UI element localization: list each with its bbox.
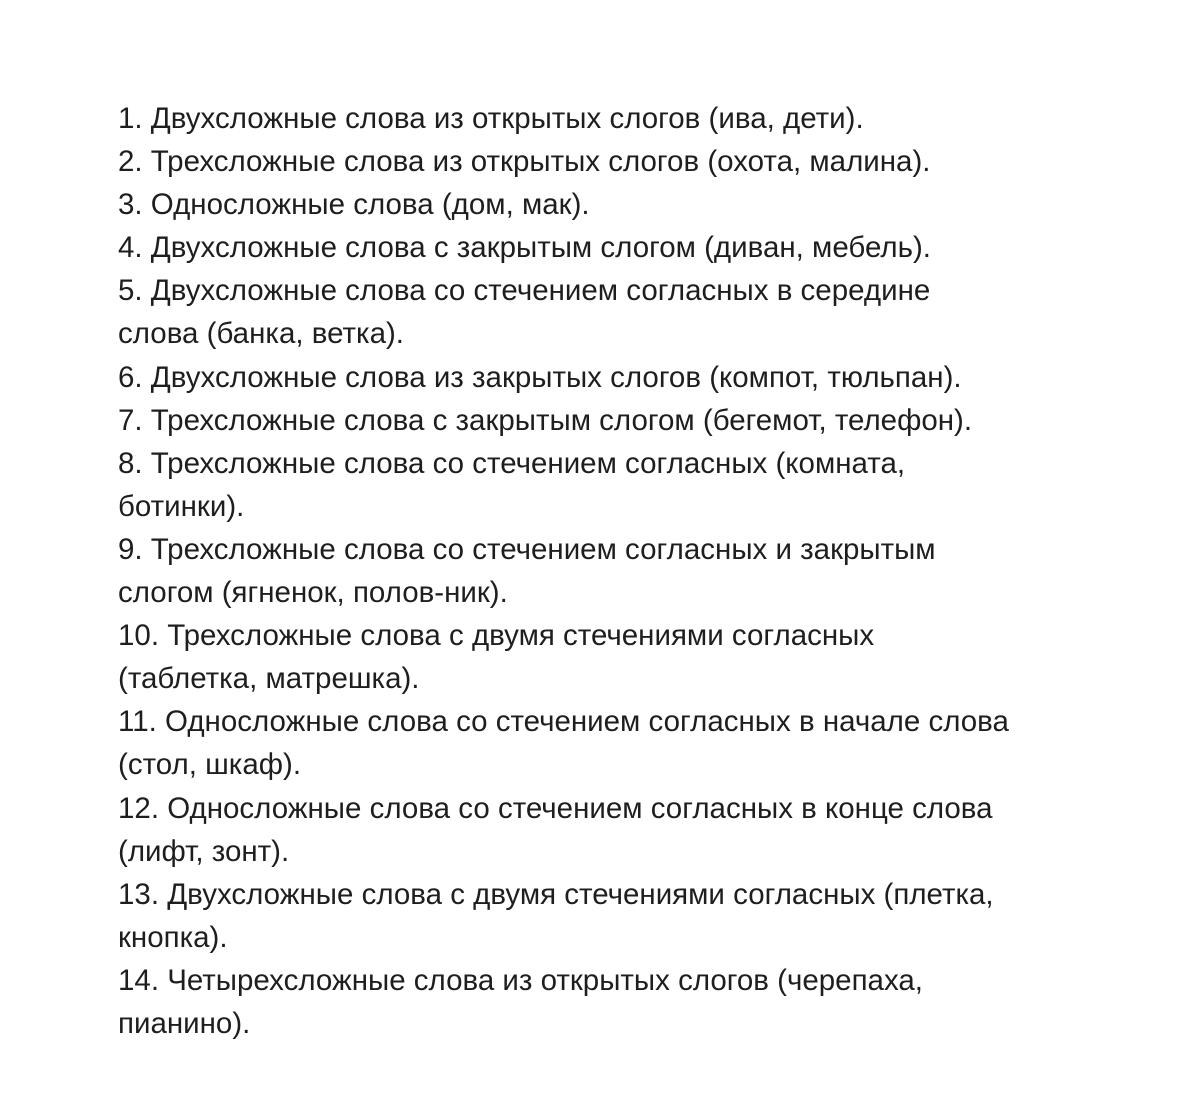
list-item <box>118 140 1118 183</box>
list-item <box>118 97 1118 140</box>
list-item-line: пианино). <box>118 1006 251 1040</box>
list-item-line: 2. Трехсложные слова из открытых слогов (охота, малина). <box>118 145 931 179</box>
list-item-line: 14. Четырехсложные слова из открытых слогов (черепаха, <box>118 963 923 997</box>
list-item-line: 6. Двухсложные слова из закрытых слогов (компот, тюльпан). <box>118 360 962 394</box>
list-item-line: слова (банка, ветка). <box>118 317 404 351</box>
list-item-line: (лифт, зонт). <box>118 834 290 868</box>
list-item-line: 9. Трехсложные слова со стечением согласных и закрытым <box>118 532 936 566</box>
numbered-list <box>118 97 1118 1045</box>
list-item-line: ботинки). <box>118 489 245 523</box>
list-item-line: (таблетка, матрешка). <box>118 662 420 696</box>
list-item-line: 4. Двухсложные слова с закрытым слогом (диван, мебель). <box>118 231 931 265</box>
list-item <box>118 183 1118 226</box>
list-item-line: 12. Односложные слова со стечением согласных в конце слова <box>118 791 993 825</box>
list-item <box>118 873 1118 959</box>
list-item-line: кнопка). <box>118 920 228 954</box>
list-item-line: 11. Односложные слова со стечением согласных в начале слова <box>118 705 1009 739</box>
list-item <box>118 226 1118 269</box>
list-item-line: (стол, шкаф). <box>118 748 302 782</box>
list-item <box>118 528 1118 614</box>
list-item <box>118 269 1118 355</box>
list-item <box>118 700 1118 786</box>
list-item <box>118 787 1118 873</box>
list-item <box>118 399 1118 442</box>
list-item-line: 5. Двухсложные слова со стечением согласных в середине <box>118 274 931 308</box>
list-item-line: 13. Двухсложные слова с двумя стечениями согласных (плетка, <box>118 877 994 911</box>
list-item <box>118 959 1118 1045</box>
list-item <box>118 442 1118 528</box>
list-item <box>118 356 1118 399</box>
list-item-line: 10. Трехсложные слова с двумя стечениями согласных <box>118 619 875 653</box>
list-item <box>118 614 1118 700</box>
list-item-line: 1. Двухсложные слова из открытых слогов (ива, дети). <box>118 102 864 135</box>
list-item-line: слогом (ягненок, полов-ник). <box>118 576 508 610</box>
list-item-line: 8. Трехсложные слова со стечением согласных (комната, <box>118 446 906 480</box>
list-item-line: 3. Односложные слова (дом, мак). <box>118 188 590 222</box>
list-item-line: 7. Трехсложные слова с закрытым слогом (бегемот, телефон). <box>118 403 973 437</box>
